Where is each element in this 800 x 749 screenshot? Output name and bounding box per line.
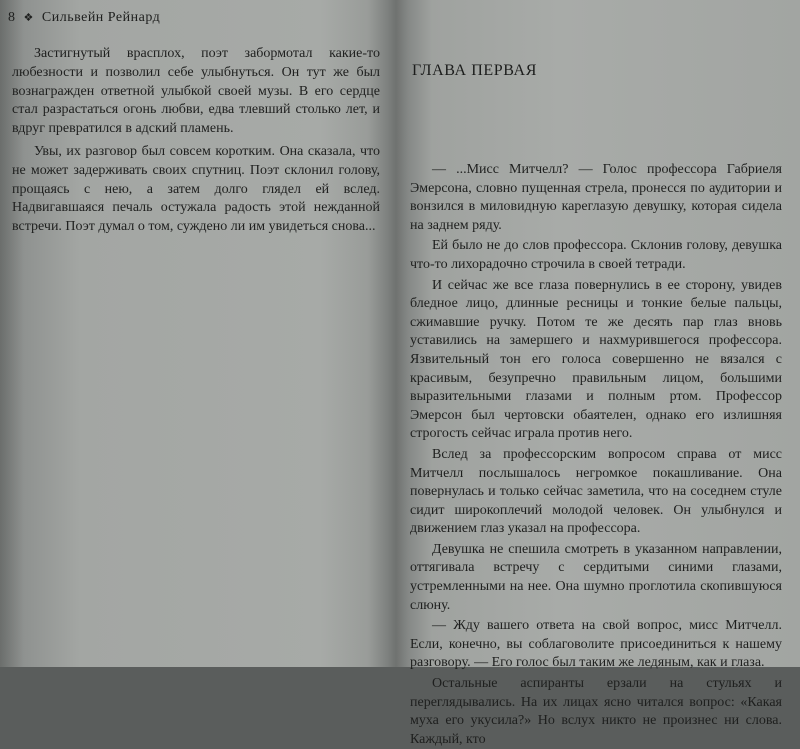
paragraph: Остальные аспиранты ерзали на стульях и переглядывались. На их лицах ясно читался вопрос: «Какая муха его укусила?» Но вслух никто не произнес ни слова. Каждый, кто xyxy=(410,676,782,747)
paragraph: Вслед за профессорским вопросом справа от мисс Митчелл послышалось негромкое покашливание. Она повернулась и только сейчас заметила, что на соседнем стуле сидит широкоплечий молодой человек. Он улыбнулся и движением глаз указал на профессора. xyxy=(410,446,782,537)
ornament-icon: ❖ xyxy=(23,12,34,24)
paragraph: Застигнутый врасплох, поэт забормотал какие-то любезности и позволил себе улыбнуться. Он тут же был вознагражден ответной улыбкой своей музы. В его сердце стал разрастаться огонь любви, едва тлевший столько лет, и вдруг превратился в адский пламень. xyxy=(12,46,380,137)
paragraph: И сейчас же все глаза повернулись в ее сторону, увидев бледное лицо, длинные ресницы и тонкие белые пальцы, сжимавшие ручку. Потом те же десять пар глаз вновь уставились на замершего и нахмурившегося профессора. Язвительный тон его голоса совершенно не вязался с красивым, безупречно правильным лицом, большими выразительными глазами и полным ртом. Профессор Эмерсон был чертовски обаятелен, однако его излишняя строгость сейчас играла против него. xyxy=(410,277,782,442)
paragraph: — Жду вашего ответа на свой вопрос, мисс Митчелл. Если, конечно, вы соблаговолите присоединиться к нашему разговору. — Его голос был таким же ледяным, как и глаза. xyxy=(410,618,782,671)
left-page-text xyxy=(12,45,380,237)
paragraph: — ...Мисс Митчелл? — Голос профессора Габриеля Эмерсона, словно пущенная стрела, пронесся по аудитории и вонзился в миловидную кареглазую девушку, которая сидела на заднем ряду. xyxy=(410,162,782,233)
paragraph: Увы, их разговор был совсем коротким. Она сказала, что не может задерживать своих спутниц. Поэт склонил голову, прощаясь с нею, а затем долго глядел ей вслед. Надвигавшаяся печаль остужала радость этой нежданной встречи. Поэт думал о том, суждено ли им увидеться снова... xyxy=(12,143,380,235)
right-page-text xyxy=(410,161,782,749)
author-running-head: Сильвейн Рейнард xyxy=(41,10,161,25)
paragraph: Ей было не до слов профессора. Склонив голову, девушка что-то лихорадочно строчила в своей тетради. xyxy=(410,238,782,272)
chapter-title: ГЛАВА ПЕРВАЯ xyxy=(412,62,537,79)
page-number: 8 xyxy=(8,10,16,25)
right-page xyxy=(402,0,800,747)
running-header xyxy=(8,10,160,26)
left-page xyxy=(0,0,390,667)
paragraph: Девушка не спешила смотреть в указанном направлении, оттягивала встречу с сердитыми синими глазами, устремленными на нее. Она шумно проглотила скопившуюся слюну. xyxy=(410,541,782,613)
